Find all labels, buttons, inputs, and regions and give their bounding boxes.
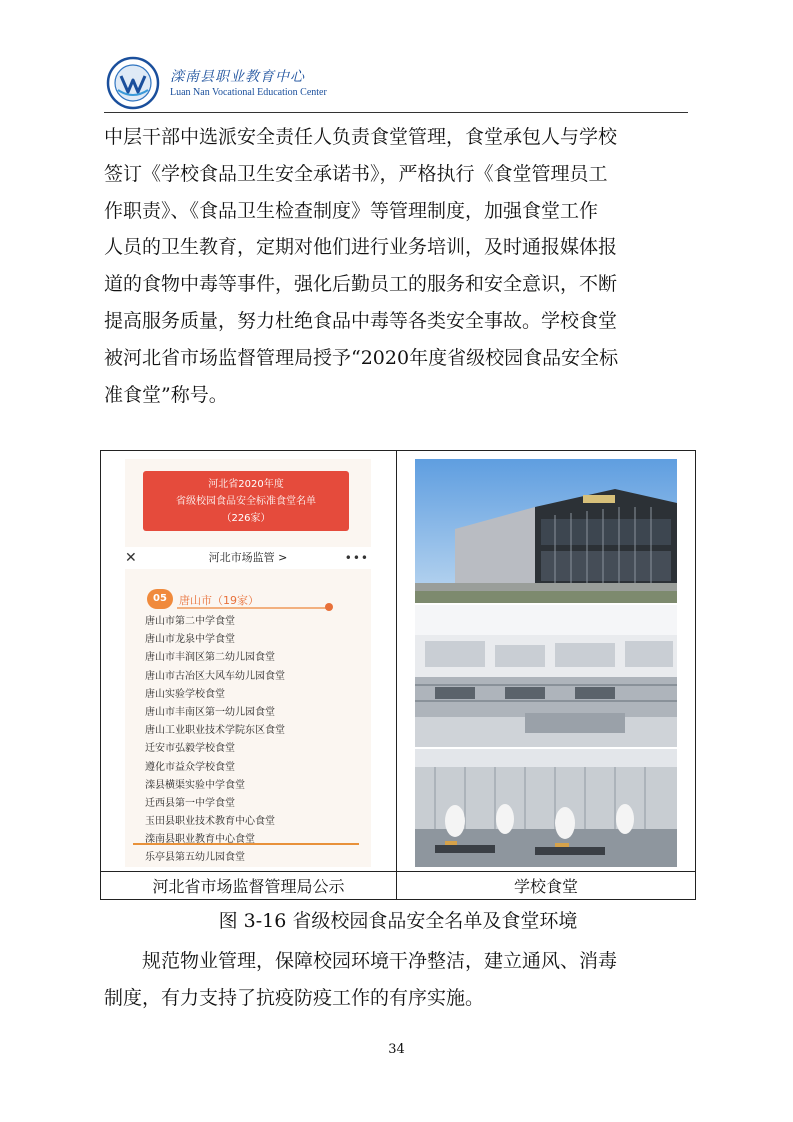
list-item: 迁西县第一中学食堂: [145, 797, 235, 809]
banner-line: 省级校园食品安全标准食堂名单: [176, 496, 316, 507]
list-item-highlighted: 滦南县职业教育中心食堂: [145, 834, 255, 846]
figure-caption: 图 3-16 省级校园食品安全名单及食堂环境: [218, 910, 578, 932]
body-paragraph-1: [104, 119, 692, 413]
list-item: 唐山市丰南区第一幼儿园食堂: [145, 706, 275, 718]
banner-line: （226家）: [221, 513, 271, 524]
highlight-underline: [133, 843, 359, 845]
dining-hall-photo: [415, 749, 677, 867]
text-line: 中层干部中选派安全责任人负责食堂管理，食堂承包人与学校: [104, 126, 618, 148]
text-line: 道的食物中毒等事件，强化后勤员工的服务和安全意识，不断: [104, 273, 618, 296]
list-item: 唐山市龙泉中学食堂: [145, 634, 235, 646]
table-divider-horizontal: [101, 871, 695, 872]
phone-screenshot: [125, 459, 371, 867]
page-number: 34: [388, 1042, 405, 1057]
close-icon: ✕: [125, 550, 137, 566]
list-item: 乐亭县第五幼儿园食堂: [145, 852, 245, 864]
list-item: 唐山市古冶区大风车幼儿园食堂: [145, 670, 285, 682]
table-divider-vertical: [396, 451, 397, 899]
text-line: 制度，有力支持了抗疫防疫工作的有序实施。: [104, 986, 485, 1009]
list-item: 玉田县职业技术教育中心食堂: [145, 816, 275, 828]
school-list: [145, 613, 285, 867]
figure-table: [100, 450, 696, 900]
text-line: 准食堂”称号。: [104, 383, 228, 406]
city-number-badge: 05: [147, 589, 173, 609]
list-item: 唐山市第二中学食堂: [145, 616, 235, 627]
city-section-header: [147, 589, 337, 611]
header-divider: [104, 112, 688, 113]
app-nav-bar: [125, 547, 371, 569]
school-logo-icon: [106, 56, 160, 110]
left-caption: 河北省市场监督管理局公示: [152, 877, 345, 896]
list-item: 唐山市丰润区第二幼儿园食堂: [145, 652, 275, 664]
list-item: 迁安市弘毅学校食堂: [145, 743, 235, 755]
text-line: 签订《学校食品卫生安全承诺书》，严格执行《食堂管理员工: [104, 162, 608, 185]
list-item: 滦县横渠实验中学食堂: [145, 779, 245, 791]
page-header: [104, 52, 688, 112]
text-line: 规范物业管理，保障校园环境干净整洁，建立通风、消毒: [142, 950, 618, 972]
canteen-photos: [415, 459, 677, 867]
nav-title: 河北市场监管 >: [208, 551, 288, 564]
text-line: 被河北省市场监督管理局授予“2020年度省级校园食品安全标: [104, 346, 619, 369]
list-item: 遵化市益众学校食堂: [145, 761, 235, 773]
banner-line: 河北省2020年度: [208, 479, 284, 490]
text-line: 提高服务质量，努力杜绝食品中毒等各类安全事故。学校食堂: [104, 309, 618, 332]
list-item: 唐山工业职业技术学院东区食堂: [145, 725, 285, 737]
body-paragraph-2: [104, 943, 692, 1017]
org-name-cn: 滦南县职业教育中心: [170, 69, 305, 85]
list-item: 唐山实验学校食堂: [145, 688, 225, 700]
more-icon: •••: [344, 551, 369, 565]
kitchen-interior-photo: [415, 605, 677, 747]
city-dot-icon: [325, 603, 333, 611]
text-line: 人员的卫生教育，定期对他们进行业务培训，及时通报媒体报: [104, 236, 618, 259]
text-line: 作职责》、《食品卫生检查制度》等管理制度，加强食堂工作: [104, 199, 599, 222]
canteen-building-photo: [415, 459, 677, 603]
city-label: 唐山市（19家）: [179, 594, 259, 607]
org-name-en: Luan Nan Vocational Education Center: [170, 87, 327, 98]
right-caption: 学校食堂: [513, 877, 578, 896]
list-banner: [143, 471, 349, 531]
